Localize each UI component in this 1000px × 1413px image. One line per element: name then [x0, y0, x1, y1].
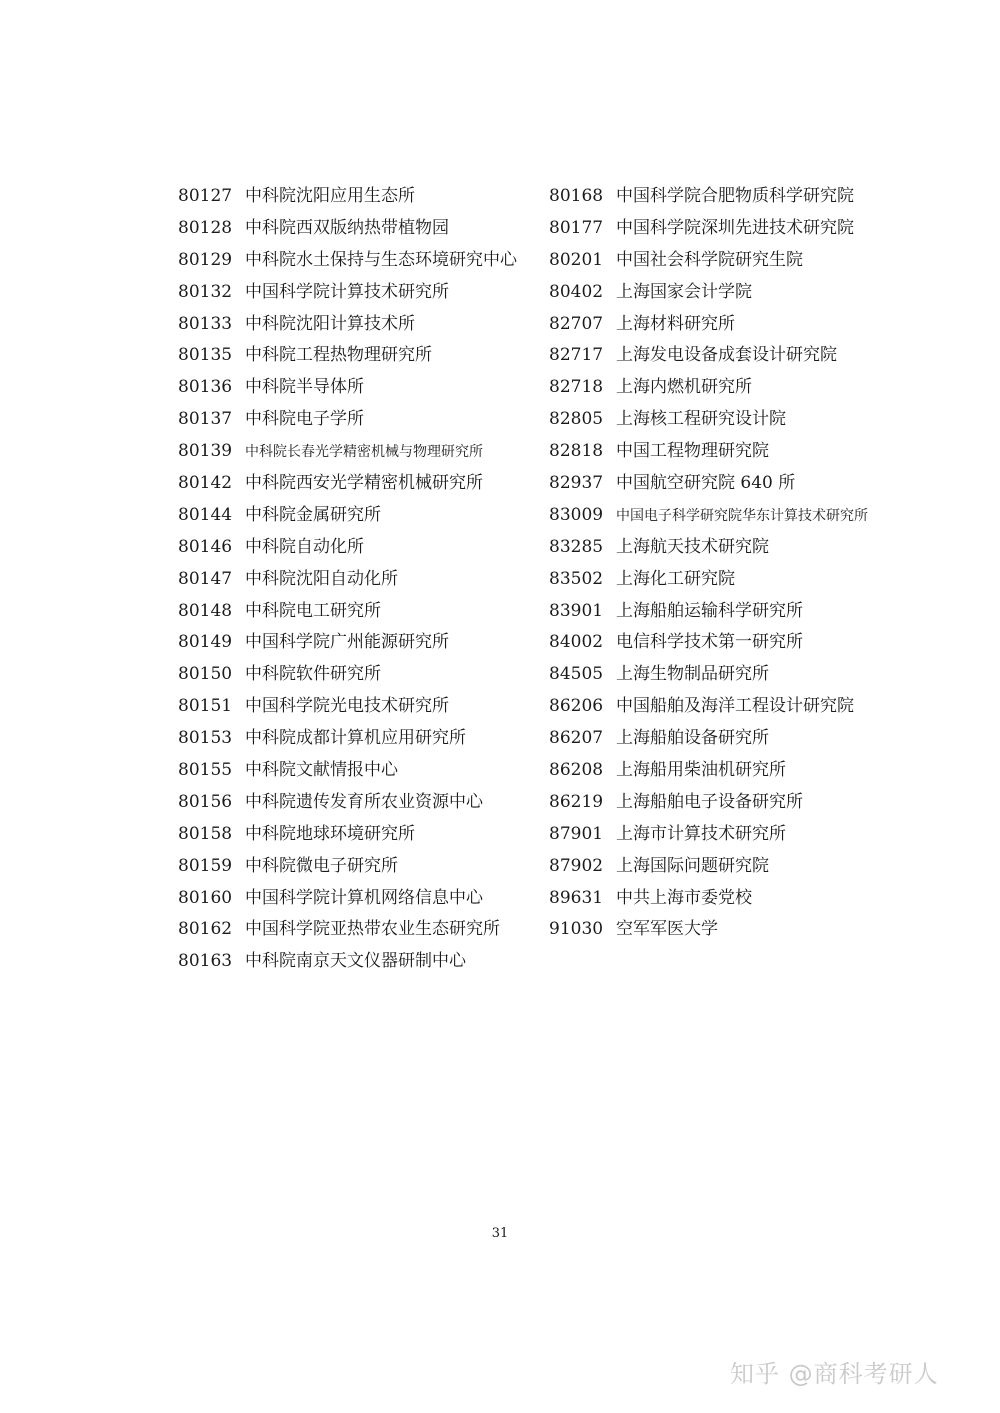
institution-code: 80151 [178, 696, 233, 717]
institution-code: 82718 [549, 377, 604, 398]
institution-name: 上海航天技术研究院 [616, 536, 769, 557]
institution-code: 80135 [178, 345, 233, 366]
institution-name: 中科院沈阳自动化所 [245, 568, 398, 589]
list-item [178, 404, 538, 436]
institution-name: 中科院微电子研究所 [245, 855, 398, 876]
institution-code: 80132 [178, 281, 233, 302]
institution-code: 80148 [178, 600, 233, 621]
list-item [178, 659, 538, 691]
list-item [178, 914, 538, 946]
institution-code: 83009 [549, 504, 604, 525]
list-item [178, 500, 538, 532]
list-item [178, 245, 538, 277]
institution-name: 电信科学技术第一研究所 [616, 632, 803, 653]
institution-code: 86208 [549, 760, 604, 781]
institution-name: 中国科学院合肥物质科学研究院 [616, 186, 854, 206]
institution-name: 上海生物制品研究所 [616, 664, 769, 685]
institution-name: 中国工程物理研究院 [616, 441, 769, 462]
list-item [178, 787, 538, 819]
institution-name: 中国科学院计算机网络信息中心 [245, 887, 483, 908]
list-item [549, 277, 929, 309]
institution-name: 中科院水土保持与生态环境研究中心 [245, 249, 517, 270]
list-item [549, 245, 929, 277]
institution-code: 80128 [178, 217, 233, 238]
institution-code: 82937 [549, 473, 604, 494]
institution-name: 上海船舶设备研究所 [616, 728, 769, 749]
institution-name: 上海国际问题研究院 [616, 855, 769, 876]
institution-code: 83502 [549, 568, 604, 589]
institution-name: 中科院电子学所 [245, 409, 364, 430]
institution-code: 82818 [549, 441, 604, 462]
institution-code: 80149 [178, 632, 233, 653]
institution-name: 中国科学院深圳先进技术研究院 [616, 217, 854, 238]
institution-code: 82717 [549, 345, 604, 366]
institution-code: 80137 [178, 409, 233, 430]
institution-code: 80162 [178, 919, 233, 940]
list-item [178, 819, 538, 851]
institution-code: 82805 [549, 409, 604, 430]
institution-code: 80142 [178, 473, 233, 494]
institution-name: 中科院半导体所 [245, 377, 364, 398]
list-item [178, 851, 538, 883]
institution-name: 中国社会科学院研究生院 [616, 249, 803, 270]
institution-code: 80144 [178, 504, 233, 525]
institution-name: 中科院地球环境研究所 [245, 823, 415, 844]
institution-code: 84505 [549, 664, 604, 685]
institution-name: 中科院长春光学精密机械与物理研究所 [245, 444, 483, 461]
institution-name: 中科院西双版纳热带植物园 [245, 217, 449, 238]
institution-name: 中国科学院亚热带农业生态研究所 [245, 919, 500, 940]
institution-name: 中国科学院光电技术研究所 [245, 696, 449, 717]
institution-name: 上海内燃机研究所 [616, 377, 752, 398]
institution-code: 80159 [178, 855, 233, 876]
institution-name: 中科院软件研究所 [245, 664, 381, 685]
list-item [178, 532, 538, 564]
list-item [549, 213, 929, 245]
list-item [549, 691, 929, 723]
page-number: 31 [491, 1226, 509, 1241]
institution-name: 上海国家会计学院 [616, 281, 752, 302]
institution-name: 中科院沈阳应用生态所 [245, 186, 415, 206]
institution-code: 80127 [178, 186, 233, 206]
list-item [178, 436, 538, 468]
list-item [549, 596, 929, 628]
list-item [549, 404, 929, 436]
list-item [178, 883, 538, 915]
list-item [178, 627, 538, 659]
institution-name: 中科院自动化所 [245, 536, 364, 557]
institution-code: 87901 [549, 823, 604, 844]
list-item [178, 309, 538, 341]
institution-name: 上海核工程研究设计院 [616, 409, 786, 430]
list-item [549, 755, 929, 787]
institution-list-left [178, 181, 538, 978]
institution-code: 91030 [549, 919, 604, 940]
institution-code: 80168 [549, 186, 604, 206]
list-item [178, 946, 538, 978]
list-item [178, 468, 538, 500]
list-item [549, 659, 929, 691]
institution-code: 80177 [549, 217, 604, 238]
institution-code: 80158 [178, 823, 233, 844]
list-item [178, 755, 538, 787]
institution-name: 上海船用柴油机研究所 [616, 760, 786, 781]
list-item [549, 372, 929, 404]
watermark: 知乎 @商科考研人 [730, 1360, 939, 1388]
list-item [549, 787, 929, 819]
institution-name: 中科院南京天文仪器研制中心 [245, 951, 466, 972]
list-item [178, 372, 538, 404]
institution-code: 80201 [549, 249, 604, 270]
list-item [178, 340, 538, 372]
list-item [549, 309, 929, 341]
institution-name: 中国科学院广州能源研究所 [245, 632, 449, 653]
institution-name: 中科院工程热物理研究所 [245, 345, 432, 366]
institution-name: 中国电子科学研究院华东计算技术研究所 [616, 507, 868, 524]
institution-code: 80163 [178, 951, 233, 972]
institution-code: 80160 [178, 887, 233, 908]
list-item [178, 213, 538, 245]
list-item [178, 277, 538, 309]
institution-name: 上海船舶运输科学研究所 [616, 600, 803, 621]
institution-name: 中科院金属研究所 [245, 504, 381, 525]
list-item [549, 564, 929, 596]
institution-name: 中科院西安光学精密机械研究所 [245, 473, 483, 494]
institution-name: 空军军医大学 [616, 919, 718, 940]
institution-code: 80147 [178, 568, 233, 589]
institution-name: 中国航空研究院 640 所 [616, 473, 796, 494]
institution-code: 83901 [549, 600, 604, 621]
institution-code: 86206 [549, 696, 604, 717]
institution-name: 上海化工研究院 [616, 568, 735, 589]
institution-name: 中科院遗传发育所农业资源中心 [245, 791, 483, 812]
list-item [549, 181, 929, 213]
institution-name: 中国船舶及海洋工程设计研究院 [616, 696, 854, 717]
institution-name: 中科院成都计算机应用研究所 [245, 728, 466, 749]
list-item [178, 691, 538, 723]
institution-name: 中共上海市委党校 [616, 887, 752, 908]
institution-code: 89631 [549, 887, 604, 908]
institution-list-right [549, 181, 929, 946]
list-item [178, 564, 538, 596]
institution-name: 上海材料研究所 [616, 313, 735, 334]
institution-name: 上海船舶电子设备研究所 [616, 791, 803, 812]
institution-name: 中科院电工研究所 [245, 600, 381, 621]
institution-code: 80129 [178, 249, 233, 270]
institution-code: 87902 [549, 855, 604, 876]
institution-name: 中科院文献情报中心 [245, 760, 398, 781]
list-item [549, 532, 929, 564]
list-item [549, 340, 929, 372]
institution-name: 中国科学院计算技术研究所 [245, 281, 449, 302]
list-item [549, 723, 929, 755]
list-item [178, 723, 538, 755]
institution-code: 84002 [549, 632, 604, 653]
institution-name: 上海市计算技术研究所 [616, 823, 786, 844]
institution-name: 中科院沈阳计算技术所 [245, 313, 415, 334]
institution-code: 83285 [549, 536, 604, 557]
list-item [549, 883, 929, 915]
institution-name: 上海发电设备成套设计研究院 [616, 345, 837, 366]
list-item [178, 596, 538, 628]
list-item [549, 851, 929, 883]
institution-code: 80150 [178, 664, 233, 685]
institution-code: 80133 [178, 313, 233, 334]
institution-code: 80156 [178, 791, 233, 812]
list-item [549, 914, 929, 946]
institution-code: 86219 [549, 791, 604, 812]
institution-code: 80155 [178, 760, 233, 781]
institution-code: 80153 [178, 728, 233, 749]
institution-code: 86207 [549, 728, 604, 749]
list-item [178, 181, 538, 213]
list-item [549, 500, 929, 532]
list-item [549, 627, 929, 659]
list-item [549, 436, 929, 468]
institution-code: 80139 [178, 441, 233, 462]
institution-code: 82707 [549, 313, 604, 334]
list-item [549, 468, 929, 500]
institution-code: 80402 [549, 281, 604, 302]
list-item [549, 819, 929, 851]
institution-code: 80136 [178, 377, 233, 398]
institution-code: 80146 [178, 536, 233, 557]
